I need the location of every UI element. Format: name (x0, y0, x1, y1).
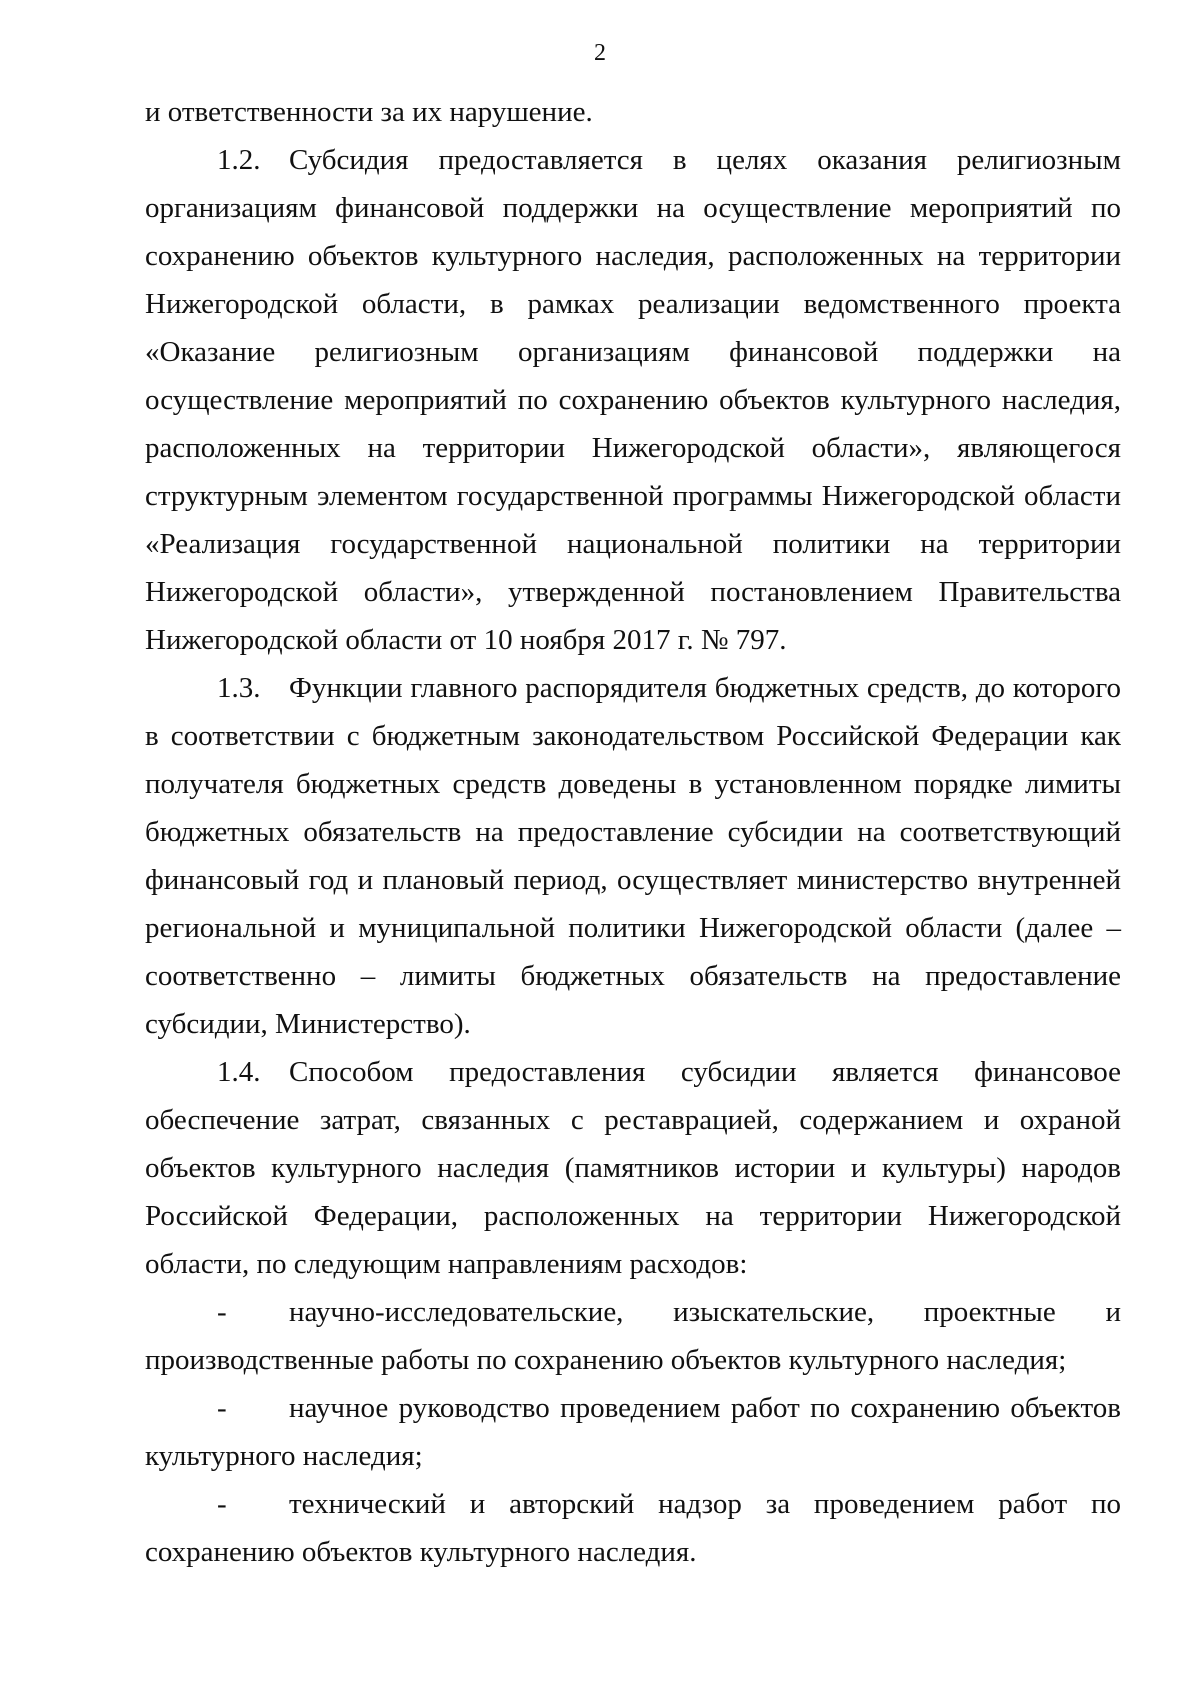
paragraph-1-4 (145, 1048, 1121, 1288)
paragraph-number: 1.3. (217, 672, 261, 704)
list-item (145, 1480, 1121, 1576)
list-item (145, 1288, 1121, 1384)
paragraph-text: Субсидия предоставляется в целях оказания религиозным организациям финансовой поддержки на осуществление мероприятий по сохранению объектов культурного наследия, расположенных на территории Нижегородской области, в рамках реализации ведомственного проекта «Оказание религиозным организациям финансовой поддержки на осуществление мероприятий по сохранению объектов культурного наследия, расположенных на территории Нижегородской области», являющегося структурным элементом государственной программы Нижегородской области «Реализация государственной национальной политики на территории Нижегородской области», утвержденной постановлением Правительства Нижегородской области от 10 ноября 2017 г. № 797. (145, 144, 1121, 656)
paragraph-text: и ответственности за их нарушение. (145, 96, 593, 128)
list-item-text: научно-исследовательские, изыскательские, проектные и производственные работы по сохранению объектов культурного наследия; (145, 1296, 1121, 1376)
paragraph-number: 1.4. (217, 1056, 261, 1088)
paragraph-continuation (145, 88, 1121, 136)
paragraph-1-2 (145, 136, 1121, 664)
paragraph-1-3 (145, 664, 1121, 1048)
paragraph-text: Способом предоставления субсидии является финансовое обеспечение затрат, связанных с реставрацией, содержанием и охраной объектов культурного наследия (памятников истории и культуры) народов Российской Федерации, расположенных на территории Нижегородской области, по следующим направлениям расходов: (145, 1056, 1121, 1280)
dash-marker: - (217, 1488, 227, 1520)
document-body (145, 88, 1121, 1576)
list-item-text: научное руководство проведением работ по сохранению объектов культурного наследия; (145, 1392, 1121, 1472)
dash-marker: - (217, 1392, 227, 1424)
page-number: 2 (594, 40, 606, 66)
list-item-text: технический и авторский надзор за проведением работ по сохранению объектов культурного наследия. (145, 1488, 1121, 1568)
list-item (145, 1384, 1121, 1480)
paragraph-number: 1.2. (217, 144, 261, 176)
dash-marker: - (217, 1296, 227, 1328)
paragraph-text: Функции главного распорядителя бюджетных средств, до которого в соответствии с бюджетным законодательством Российской Федерации как получателя бюджетных средств доведены в установленном порядке лимиты бюджетных обязательств на предоставление субсидии на соответствующий финансовый год и плановый период, осуществляет министерство внутренней региональной и муниципальной политики Нижегородской области (далее – соответственно – лимиты бюджетных обязательств на предоставление субсидии, Министерство). (145, 672, 1121, 1040)
